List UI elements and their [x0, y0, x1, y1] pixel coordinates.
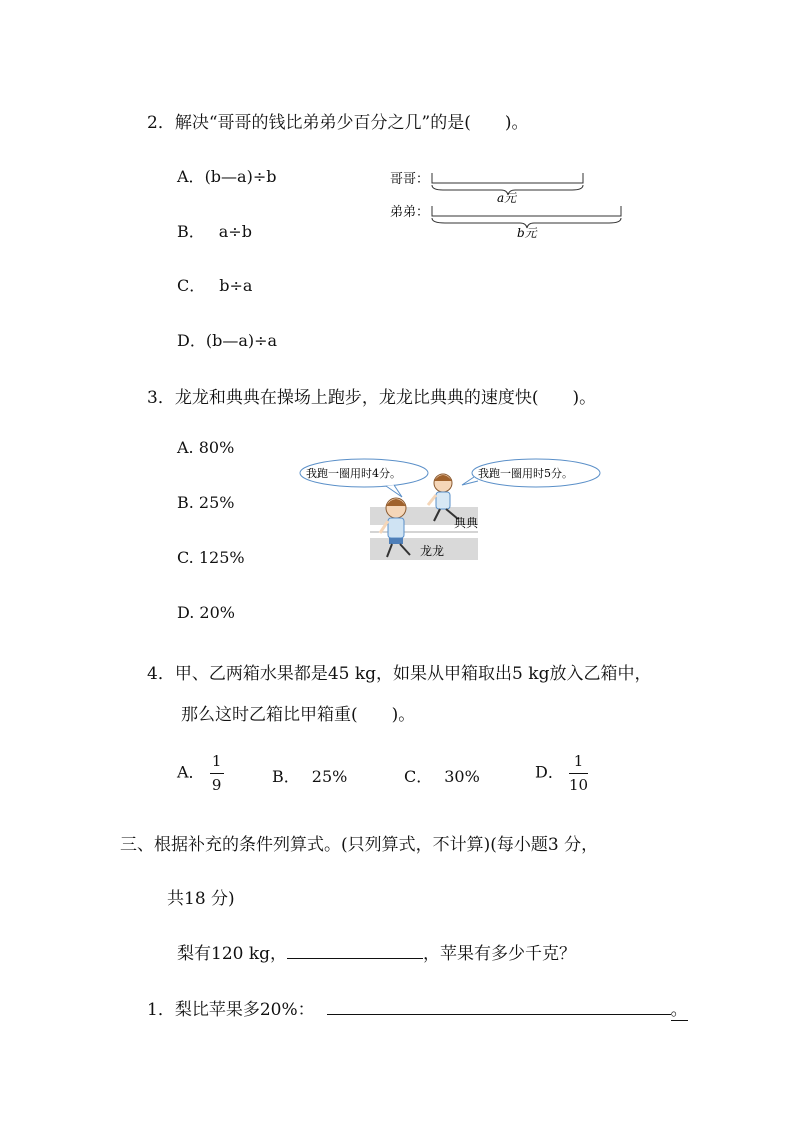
q4-number: 4．	[147, 664, 175, 684]
numerator: 1	[211, 752, 222, 770]
section3-item-1	[147, 995, 688, 1020]
option-label: C．	[404, 767, 433, 786]
option-text: (b—a)÷b	[204, 167, 277, 186]
q3-number: 3．	[147, 388, 175, 408]
q2-option-d[interactable]	[177, 328, 277, 351]
numerator: 1	[573, 752, 584, 770]
fraction-bar	[569, 773, 588, 774]
q2-number: 2．	[147, 113, 175, 133]
fraction-one-ninth	[210, 752, 224, 794]
item1-answer-blank[interactable]	[327, 998, 671, 1015]
q2-stem	[147, 108, 528, 133]
q4-option-a[interactable]	[177, 752, 224, 794]
q3-option-c[interactable]: C. 125%	[177, 548, 245, 567]
q2-option-b[interactable]	[177, 219, 252, 242]
prompt-before: 梨有120 kg，	[177, 944, 288, 964]
item1-end: 。	[670, 1000, 688, 1020]
q2-option-a[interactable]	[177, 164, 276, 187]
label-long-long: 龙龙	[420, 544, 445, 558]
option-text: 30%	[444, 767, 480, 786]
option-label: A．	[177, 762, 205, 782]
younger-bracket	[432, 206, 621, 216]
bubble-tail-left	[386, 485, 402, 497]
condition-blank[interactable]	[287, 942, 423, 959]
section3-prompt	[177, 939, 576, 964]
brother-bracket	[432, 173, 583, 183]
fraction-bar	[210, 773, 224, 774]
brother-label: 哥哥：	[390, 172, 430, 187]
q4-text-line1: 甲、乙两箱水果都是45 kg，如果从甲箱取出5 kg放入乙箱中，	[174, 664, 652, 684]
prompt-after: ，苹果有多少千克？	[423, 944, 577, 964]
option-label: D．	[535, 762, 564, 782]
option-label: B．	[177, 222, 205, 241]
denominator: 10	[568, 776, 589, 794]
item1-label: 1．梨比苹果多20%：	[147, 1000, 315, 1020]
younger-amount: b元	[517, 226, 537, 240]
option-label: B．	[272, 767, 300, 786]
option-label: A．	[177, 167, 205, 186]
option-label: D．	[177, 331, 206, 350]
label-dian-dian: 典典	[454, 516, 479, 530]
q3-text: 龙龙和典典在操场上跑步，龙龙比典典的速度快( )。	[174, 388, 597, 408]
younger-label: 弟弟：	[390, 205, 430, 220]
q4-option-b[interactable]	[272, 764, 347, 787]
brother-amount: a元	[497, 191, 517, 205]
option-text: b÷a	[219, 276, 253, 295]
fraction-one-tenth	[569, 752, 588, 794]
q3-option-a[interactable]: A. 80%	[177, 438, 235, 457]
q3-running-illustration	[296, 455, 606, 563]
q2-text: 解决“哥哥的钱比弟弟少百分之几”的是( )。	[174, 113, 529, 133]
option-text: a÷b	[218, 222, 252, 241]
option-text: (b—a)÷a	[205, 331, 278, 350]
bubble-right-text: 我跑一圈用时5分。	[478, 467, 573, 480]
q3-option-d[interactable]: D. 20%	[177, 603, 235, 622]
q3-stem	[147, 383, 596, 408]
q4-option-c[interactable]	[404, 764, 480, 787]
q4-stem-line2: 那么这时乙箱比甲箱重( )。	[181, 705, 416, 725]
q4-stem-line1	[147, 659, 651, 684]
denominator: 9	[211, 776, 222, 794]
option-text: 25%	[311, 767, 348, 786]
q2-option-c[interactable]	[177, 273, 252, 296]
section3-heading-line2: 共18 分)	[167, 889, 235, 909]
option-label: C．	[177, 276, 206, 295]
q4-option-d[interactable]	[535, 752, 588, 794]
q2-line-segment-diagram	[385, 165, 635, 245]
q3-option-b[interactable]: B. 25%	[177, 493, 235, 512]
section3-heading-line1: 三、根据补充的条件列算式。(只列算式，不计算)(每小题3 分，	[120, 835, 599, 855]
bubble-left-text: 我跑一圈用时4分。	[306, 467, 401, 480]
